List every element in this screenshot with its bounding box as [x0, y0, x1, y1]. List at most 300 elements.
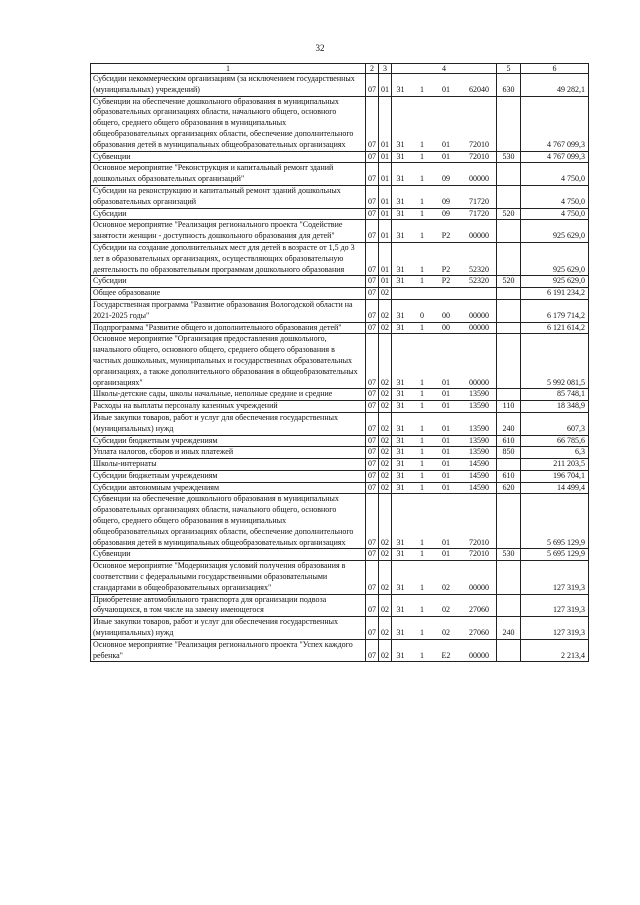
- page-number: 32: [315, 43, 325, 53]
- target-article-parts: [394, 209, 494, 220]
- header-cell: 6: [521, 64, 589, 74]
- target-article-code: [392, 299, 497, 322]
- code-part-p3: 01: [442, 401, 450, 411]
- amount-value: 5 695 129,9: [521, 494, 589, 549]
- row-name: Основное мероприятие "Организация предоставления дошкольного, начального общего, основного общего, среднего общего образования в частных дошкольных, муниципальных и государственных образовательных организациях, а также дополнительного образования в общеобразовательных организациях": [91, 334, 366, 389]
- code-part-p1: 31: [396, 196, 405, 206]
- row-name: Основное мероприятие "Реализация регионального проекта "Успех каждого ребенка": [91, 639, 366, 662]
- code-part-p2: 1: [420, 174, 424, 184]
- expense-type-code: 620: [497, 482, 521, 494]
- code-part-p2: 1: [420, 537, 424, 547]
- code-part-p1: 31: [396, 401, 405, 411]
- code-part-p3: 09: [442, 174, 450, 184]
- target-article-code: [392, 459, 497, 471]
- expense-type-code: 610: [497, 470, 521, 482]
- header-cell: 1: [91, 64, 366, 74]
- code-part-p4: 13590: [469, 401, 489, 411]
- subsection-code: 02: [379, 561, 392, 594]
- code-part-p3: 01: [442, 139, 450, 149]
- code-part-p1: 31: [396, 537, 405, 547]
- expense-type-code: [497, 96, 521, 151]
- row-name: Приобретение автомобильного транспорта для организации подвоза обучающихся, в том числе на замену имеющегося: [91, 594, 366, 617]
- target-article-code: [392, 447, 497, 459]
- code-part-p1: 31: [396, 208, 405, 218]
- section-code: 07: [366, 151, 379, 163]
- expense-type-code: [497, 163, 521, 186]
- code-part-p3: 01: [442, 84, 450, 94]
- code-part-p3: 02: [442, 582, 450, 592]
- target-article-code: [392, 494, 497, 549]
- subsection-code: 02: [379, 401, 392, 413]
- row-name: Подпрограмма "Развитие общего и дополнительного образования детей": [91, 322, 366, 334]
- expense-type-code: 240: [497, 617, 521, 640]
- target-article-code: [392, 334, 497, 389]
- code-part-p2: 1: [420, 447, 424, 457]
- expense-type-code: 530: [497, 151, 521, 163]
- row-name: Общее образование: [91, 288, 366, 300]
- table-row: [91, 185, 589, 208]
- section-code: 07: [366, 470, 379, 482]
- code-part-p2: 1: [420, 482, 424, 492]
- target-article-code: [392, 220, 497, 243]
- row-name: Субвенции на обеспечение дошкольного образования в муниципальных образовательных организациях области, начального общего, основного общего, среднего общего образования в муниципальных общеобразовательных организациях области, обеспечение дополнительного образования детей в муниципальных общеобразовательных организациях: [91, 96, 366, 151]
- section-code: 07: [366, 412, 379, 435]
- code-part-p1: 31: [396, 459, 405, 469]
- target-article-parts: [394, 447, 494, 458]
- target-article-parts: [394, 549, 494, 560]
- amount-value: 925 629,0: [521, 242, 589, 275]
- subsection-code: 02: [379, 617, 392, 640]
- section-code: 07: [366, 334, 379, 389]
- code-part-p2: 1: [420, 139, 424, 149]
- expense-type-code: [497, 561, 521, 594]
- subsection-code: 01: [379, 242, 392, 275]
- table-row: [91, 482, 589, 494]
- section-code: 07: [366, 163, 379, 186]
- section-code: 07: [366, 435, 379, 447]
- target-article-code: [392, 617, 497, 640]
- header-row: [91, 64, 589, 74]
- subsection-code: 02: [379, 334, 392, 389]
- target-article-parts: [394, 197, 494, 208]
- code-part-p2: 1: [420, 549, 424, 559]
- amount-value: 14 499,4: [521, 482, 589, 494]
- code-part-p2: 1: [420, 322, 424, 332]
- code-part-p3: 01: [442, 389, 450, 399]
- code-part-p1: 31: [396, 447, 405, 457]
- target-article-code: [392, 482, 497, 494]
- row-name: Уплата налогов, сборов и иных платежей: [91, 447, 366, 459]
- code-part-p3: P2: [441, 231, 451, 241]
- section-code: 07: [366, 276, 379, 288]
- section-code: 07: [366, 549, 379, 561]
- amount-value: 925 629,0: [521, 276, 589, 288]
- subsection-code: 02: [379, 639, 392, 662]
- code-part-p4: 14590: [469, 459, 489, 469]
- row-name: Субсидии: [91, 276, 366, 288]
- code-part-p4: 27060: [469, 605, 489, 615]
- header-cell: 4: [392, 64, 497, 74]
- target-article-parts: [394, 85, 494, 96]
- table-row: [91, 594, 589, 617]
- subsection-code: 02: [379, 470, 392, 482]
- code-part-p3: 01: [442, 549, 450, 559]
- code-part-p2: 1: [420, 151, 424, 161]
- table-row: [91, 447, 589, 459]
- expense-type-code: [497, 334, 521, 389]
- section-code: 07: [366, 494, 379, 549]
- table-row: [91, 242, 589, 275]
- subsection-code: 02: [379, 447, 392, 459]
- target-article-parts: [394, 459, 494, 470]
- subsection-code: 02: [379, 322, 392, 334]
- code-part-p2: 1: [420, 628, 424, 638]
- code-part-p2: 1: [420, 423, 424, 433]
- target-article-parts: [394, 276, 494, 287]
- expense-type-code: [497, 389, 521, 401]
- table-row: [91, 74, 589, 97]
- section-code: 07: [366, 96, 379, 151]
- code-part-p3: 09: [442, 208, 450, 218]
- code-part-p1: 31: [396, 310, 405, 320]
- target-article-code: [392, 96, 497, 151]
- amount-value: 6 121 614,2: [521, 322, 589, 334]
- target-article-code: [392, 288, 497, 300]
- amount-value: 2 213,4: [521, 639, 589, 662]
- subsection-code: 01: [379, 96, 392, 151]
- row-name: Школы-интернаты: [91, 459, 366, 471]
- target-article-code: [392, 594, 497, 617]
- target-article-code: [392, 151, 497, 163]
- code-part-p1: 31: [396, 322, 405, 332]
- target-article-parts: [394, 389, 494, 400]
- section-code: 07: [366, 185, 379, 208]
- code-part-p4: 00000: [469, 174, 489, 184]
- target-article-parts: [394, 651, 494, 662]
- expense-type-code: [497, 639, 521, 662]
- header-cell: 3: [379, 64, 392, 74]
- expense-type-code: [497, 185, 521, 208]
- amount-value: 4 750,0: [521, 185, 589, 208]
- subsection-code: 02: [379, 389, 392, 401]
- expense-type-code: [497, 242, 521, 275]
- expense-type-code: 850: [497, 447, 521, 459]
- code-part-p3: P2: [441, 276, 451, 286]
- code-part-p4: 14590: [469, 470, 489, 480]
- table-row: [91, 299, 589, 322]
- code-part-p2: 1: [420, 650, 424, 660]
- code-part-p2: 1: [420, 377, 424, 387]
- subsection-code: 02: [379, 482, 392, 494]
- code-part-p4: 00000: [469, 322, 489, 332]
- code-part-p1: 31: [396, 549, 405, 559]
- target-article-code: [392, 401, 497, 413]
- row-name: Субсидии на реконструкцию и капитальный ремонт зданий дошкольных образовательных организаций: [91, 185, 366, 208]
- target-article-parts: [394, 152, 494, 163]
- subsection-code: 02: [379, 299, 392, 322]
- row-name: Субвенции: [91, 549, 366, 561]
- code-part-p4: 71720: [469, 208, 489, 218]
- target-article-parts: [394, 323, 494, 334]
- code-part-p3: 01: [442, 447, 450, 457]
- row-name: Субсидии некоммерческим организациям (за исключением государственных (муниципальных) учреждений): [91, 74, 366, 97]
- subsection-code: 02: [379, 494, 392, 549]
- row-name: Субсидии: [91, 208, 366, 220]
- amount-value: 6 179 714,2: [521, 299, 589, 322]
- subsection-code: 02: [379, 412, 392, 435]
- code-part-p3: 09: [442, 196, 450, 206]
- expense-type-code: 240: [497, 412, 521, 435]
- row-name: Иные закупки товаров, работ и услуг для обеспечения государственных (муниципальных) нужд: [91, 617, 366, 640]
- row-name: Иные закупки товаров, работ и услуг для обеспечения государственных (муниципальных) нужд: [91, 412, 366, 435]
- amount-value: 5 992 081,5: [521, 334, 589, 389]
- code-part-p1: 31: [396, 605, 405, 615]
- target-article-parts: [394, 140, 494, 151]
- expense-type-code: [497, 459, 521, 471]
- row-name: Основное мероприятие "Реализация регионального проекта "Содействие занятости женщин - доступность дошкольного образования для детей": [91, 220, 366, 243]
- code-part-p4: 62040: [469, 84, 489, 94]
- code-part-p4: 52320: [469, 276, 489, 286]
- amount-value: 4 767 099,3: [521, 96, 589, 151]
- code-part-p4: 00000: [469, 231, 489, 241]
- code-part-p1: 31: [396, 84, 405, 94]
- target-article-parts: [394, 378, 494, 389]
- code-part-p1: 31: [396, 482, 405, 492]
- target-article-parts: [394, 538, 494, 549]
- amount-value: 5 695 129,9: [521, 549, 589, 561]
- section-code: 07: [366, 639, 379, 662]
- row-name: Основное мероприятие "Реконструкция и капитальный ремонт зданий дошкольных образовательных организаций": [91, 163, 366, 186]
- code-part-p4: 14590: [469, 482, 489, 492]
- section-code: 07: [366, 74, 379, 97]
- code-part-p1: 31: [396, 423, 405, 433]
- amount-value: 49 282,1: [521, 74, 589, 97]
- row-name: Субсидии бюджетным учреждениям: [91, 435, 366, 447]
- target-article-parts: [394, 424, 494, 435]
- code-part-p2: 1: [420, 605, 424, 615]
- code-part-p2: 0: [420, 310, 424, 320]
- subsection-code: 01: [379, 185, 392, 208]
- target-article-parts: [394, 311, 494, 322]
- code-part-p1: 31: [396, 276, 405, 286]
- subsection-code: 01: [379, 74, 392, 97]
- subsection-code: 02: [379, 435, 392, 447]
- subsection-code: 01: [379, 276, 392, 288]
- code-part-p1: 31: [396, 231, 405, 241]
- expense-type-code: 530: [497, 549, 521, 561]
- code-part-p2: 1: [420, 389, 424, 399]
- code-part-p4: 72010: [469, 139, 489, 149]
- amount-value: 127 319,3: [521, 617, 589, 640]
- table-row: [91, 334, 589, 389]
- amount-value: 6,3: [521, 447, 589, 459]
- row-name: Субсидии автономным учреждениям: [91, 482, 366, 494]
- table-row: [91, 561, 589, 594]
- target-article-parts: [394, 605, 494, 616]
- code-part-p1: 31: [396, 139, 405, 149]
- expense-type-code: 630: [497, 74, 521, 97]
- row-name: Государственная программа "Развитие образования Вологодской области на 2021-2025 годы": [91, 299, 366, 322]
- target-article-parts: [394, 471, 494, 482]
- target-article-code: [392, 561, 497, 594]
- row-name: Расходы на выплаты персоналу казенных учреждений: [91, 401, 366, 413]
- code-part-p4: 71720: [469, 196, 489, 206]
- code-part-p4: 13590: [469, 423, 489, 433]
- table-row: [91, 276, 589, 288]
- code-part-p3: 00: [442, 322, 450, 332]
- table-row: [91, 435, 589, 447]
- section-code: 07: [366, 594, 379, 617]
- code-part-p1: 31: [396, 582, 405, 592]
- code-part-p3: 02: [442, 628, 450, 638]
- code-part-p2: 1: [420, 84, 424, 94]
- amount-value: 4 750,0: [521, 163, 589, 186]
- table-row: [91, 494, 589, 549]
- section-code: 07: [366, 389, 379, 401]
- section-code: 07: [366, 447, 379, 459]
- code-part-p4: 72010: [469, 549, 489, 559]
- table-row: [91, 459, 589, 471]
- amount-value: 607,3: [521, 412, 589, 435]
- section-code: 07: [366, 482, 379, 494]
- code-part-p4: 52320: [469, 264, 489, 274]
- code-part-p4: 13590: [469, 447, 489, 457]
- amount-value: 196 704,1: [521, 470, 589, 482]
- table-row: [91, 470, 589, 482]
- code-part-p4: 13590: [469, 389, 489, 399]
- code-part-p4: 00000: [469, 650, 489, 660]
- section-code: 07: [366, 288, 379, 300]
- table-row: [91, 208, 589, 220]
- amount-value: 4 767 099,3: [521, 151, 589, 163]
- table-row: [91, 617, 589, 640]
- subsection-code: 01: [379, 220, 392, 243]
- target-article-parts: [394, 628, 494, 639]
- code-part-p3: 01: [442, 537, 450, 547]
- table-row: [91, 151, 589, 163]
- subsection-code: 02: [379, 459, 392, 471]
- subsection-code: 01: [379, 163, 392, 186]
- amount-value: 66 785,6: [521, 435, 589, 447]
- table-row: [91, 322, 589, 334]
- table-row: [91, 639, 589, 662]
- target-article-code: [392, 435, 497, 447]
- section-code: 07: [366, 208, 379, 220]
- target-article-parts: [394, 174, 494, 185]
- code-part-p1: 31: [396, 377, 405, 387]
- header-cell: 2: [366, 64, 379, 74]
- amount-value: 127 319,3: [521, 594, 589, 617]
- table-row: [91, 163, 589, 186]
- row-name: Субвенции: [91, 151, 366, 163]
- code-part-p2: 1: [420, 264, 424, 274]
- code-part-p1: 31: [396, 435, 405, 445]
- code-part-p2: 1: [420, 435, 424, 445]
- target-article-code: [392, 242, 497, 275]
- code-part-p4: 00000: [469, 582, 489, 592]
- code-part-p2: 1: [420, 196, 424, 206]
- section-code: 07: [366, 459, 379, 471]
- subsection-code: 02: [379, 549, 392, 561]
- target-article-code: [392, 322, 497, 334]
- code-part-p1: 31: [396, 389, 405, 399]
- code-part-p3: 01: [442, 423, 450, 433]
- subsection-code: 01: [379, 208, 392, 220]
- table-row: [91, 401, 589, 413]
- code-part-p3: 01: [442, 482, 450, 492]
- row-name: Субсидии на создание дополнительных мест для детей в возрасте от 1,5 до 3 лет в образовательных организациях, осуществляющих образовательную деятельность по образовательным программам дошкольного образования: [91, 242, 366, 275]
- code-part-p3: P2: [441, 264, 451, 274]
- target-article-code: [392, 208, 497, 220]
- target-article-parts: [394, 583, 494, 594]
- expense-type-code: [497, 288, 521, 300]
- target-article-code: [392, 412, 497, 435]
- target-article-code: [392, 639, 497, 662]
- table-row: [91, 389, 589, 401]
- code-part-p1: 31: [396, 264, 405, 274]
- target-article-code: [392, 549, 497, 561]
- code-part-p2: 1: [420, 582, 424, 592]
- amount-value: 127 319,3: [521, 561, 589, 594]
- expense-type-code: [497, 299, 521, 322]
- code-part-p4: 72010: [469, 151, 489, 161]
- code-part-p1: 31: [396, 650, 405, 660]
- amount-value: 211 203,5: [521, 459, 589, 471]
- code-part-p3: E2: [441, 650, 451, 660]
- code-part-p2: 1: [420, 401, 424, 411]
- section-code: 07: [366, 322, 379, 334]
- expense-type-code: [497, 220, 521, 243]
- amount-value: 85 748,1: [521, 389, 589, 401]
- table-row: [91, 220, 589, 243]
- subsection-code: 02: [379, 288, 392, 300]
- amount-value: 18 348,9: [521, 401, 589, 413]
- code-part-p2: 1: [420, 470, 424, 480]
- row-name: Школы-детские сады, школы начальные, неполные средние и средние: [91, 389, 366, 401]
- target-article-code: [392, 74, 497, 97]
- target-article-code: [392, 185, 497, 208]
- target-article-parts: [394, 483, 494, 494]
- row-name: Субвенции на обеспечение дошкольного образования в муниципальных образовательных организациях области, начального общего, основного общего, среднего общего образования в муниципальных общеобразовательных организациях области, обеспечение дополнительного образования детей в муниципальных общеобразовательных организациях: [91, 494, 366, 549]
- code-part-p2: 1: [420, 276, 424, 286]
- row-name: Основное мероприятие "Модернизация условий получения образования в соответствии с федеральными государственными образовательными стандартами в общеобразовательных организациях": [91, 561, 366, 594]
- code-part-p4: 00000: [469, 310, 489, 320]
- expense-type-code: 610: [497, 435, 521, 447]
- code-part-p4: 13590: [469, 435, 489, 445]
- code-part-p3: 01: [442, 151, 450, 161]
- table-row: [91, 96, 589, 151]
- expense-type-code: [497, 594, 521, 617]
- section-code: 07: [366, 401, 379, 413]
- expense-type-code: [497, 494, 521, 549]
- subsection-code: 01: [379, 151, 392, 163]
- expense-type-code: [497, 322, 521, 334]
- expense-type-code: 520: [497, 276, 521, 288]
- code-part-p4: 27060: [469, 628, 489, 638]
- table-row: [91, 549, 589, 561]
- code-part-p1: 31: [396, 151, 405, 161]
- code-part-p3: 01: [442, 470, 450, 480]
- section-code: 07: [366, 561, 379, 594]
- target-article-parts: [394, 231, 494, 242]
- target-article-parts: [394, 401, 494, 412]
- code-part-p3: 01: [442, 459, 450, 469]
- amount-value: 4 750,0: [521, 208, 589, 220]
- expense-type-code: 520: [497, 208, 521, 220]
- amount-value: 6 191 234,2: [521, 288, 589, 300]
- target-article-parts: [394, 436, 494, 447]
- row-name: Субсидии бюджетным учреждениям: [91, 470, 366, 482]
